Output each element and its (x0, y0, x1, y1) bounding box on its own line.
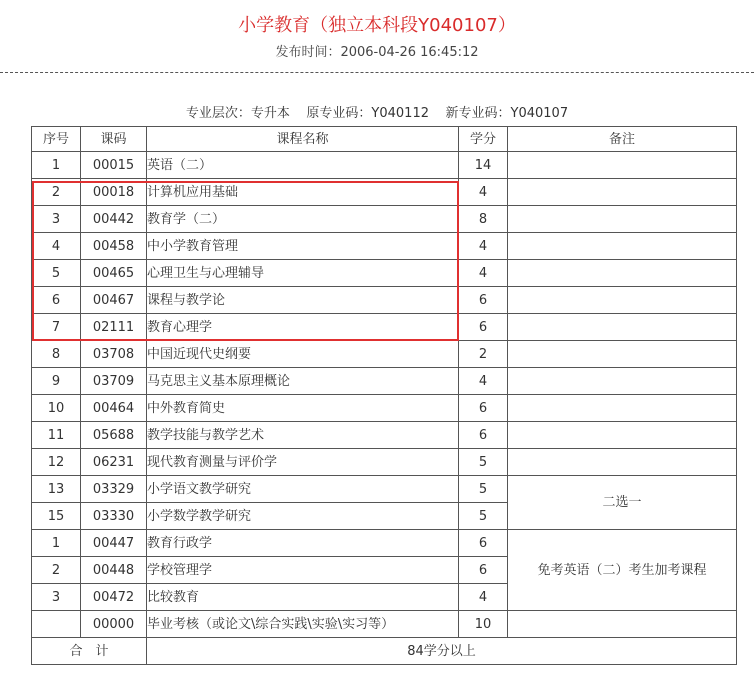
major-meta (0, 105, 754, 123)
row-name: 教育心理学 (147, 314, 459, 341)
row-note (508, 395, 737, 422)
row-no: 6 (32, 287, 81, 314)
row-code: 00472 (81, 584, 147, 611)
row-credit: 8 (459, 206, 508, 233)
old-major-code: 原专业码：Y040112 (306, 106, 429, 121)
note-extra-exam: 免考英语（二）考生加考课程 (508, 530, 737, 611)
row-code: 00015 (81, 152, 147, 179)
header-credit: 学分 (459, 127, 508, 152)
table-row (32, 206, 737, 233)
row-no: 9 (32, 368, 81, 395)
row-note (508, 314, 737, 341)
header-code: 课码 (81, 127, 147, 152)
row-code: 00465 (81, 260, 147, 287)
header-name: 课程名称 (147, 127, 459, 152)
table-row (32, 152, 737, 179)
table-header-row (32, 127, 737, 152)
row-code: 00442 (81, 206, 147, 233)
row-credit: 4 (459, 179, 508, 206)
note-choose-one: 二选一 (508, 476, 737, 530)
row-note (508, 233, 737, 260)
row-note (508, 260, 737, 287)
table-row (32, 476, 737, 503)
row-note (508, 179, 737, 206)
row-name: 计算机应用基础 (147, 179, 459, 206)
table-row (32, 233, 737, 260)
row-credit: 6 (459, 557, 508, 584)
table-row (32, 314, 737, 341)
row-name: 中小学教育管理 (147, 233, 459, 260)
row-no: 3 (32, 584, 81, 611)
table-row (32, 611, 737, 638)
row-note (508, 422, 737, 449)
table-row (32, 260, 737, 287)
row-credit: 6 (459, 422, 508, 449)
row-no: 10 (32, 395, 81, 422)
row-no: 7 (32, 314, 81, 341)
table-row (32, 368, 737, 395)
row-name: 小学数学教学研究 (147, 503, 459, 530)
row-code: 00000 (81, 611, 147, 638)
row-note (508, 449, 737, 476)
row-no: 4 (32, 233, 81, 260)
total-row (32, 638, 737, 665)
course-table (31, 126, 737, 665)
row-note (508, 287, 737, 314)
row-code: 00467 (81, 287, 147, 314)
row-note (508, 611, 737, 638)
table-row (32, 449, 737, 476)
row-credit: 5 (459, 503, 508, 530)
publish-time: 发布时间：2006-04-26 16:45:12 (275, 45, 479, 60)
row-note (508, 341, 737, 368)
row-no: 5 (32, 260, 81, 287)
row-code: 03709 (81, 368, 147, 395)
table-row (32, 287, 737, 314)
row-credit: 6 (459, 287, 508, 314)
table-row (32, 422, 737, 449)
row-no: 8 (32, 341, 81, 368)
row-credit: 4 (459, 584, 508, 611)
row-no: 15 (32, 503, 81, 530)
row-code: 00018 (81, 179, 147, 206)
dashed-divider (0, 72, 754, 73)
row-credit: 4 (459, 368, 508, 395)
row-no: 12 (32, 449, 81, 476)
row-no: 3 (32, 206, 81, 233)
row-code: 03329 (81, 476, 147, 503)
row-credit: 4 (459, 233, 508, 260)
row-code: 00464 (81, 395, 147, 422)
row-credit: 14 (459, 152, 508, 179)
total-label: 合 计 (32, 638, 147, 665)
row-name: 教育行政学 (147, 530, 459, 557)
header-note: 备注 (508, 127, 737, 152)
row-name: 教育学（二） (147, 206, 459, 233)
row-credit: 6 (459, 395, 508, 422)
major-level: 专业层次：专升本 (185, 106, 290, 121)
row-credit: 2 (459, 341, 508, 368)
row-note (508, 152, 737, 179)
row-code: 06231 (81, 449, 147, 476)
new-major-code: 新专业码：Y040107 (445, 106, 569, 121)
row-name: 毕业考核（或论文\综合实践\实验\实习等） (147, 611, 459, 638)
row-no: 1 (32, 530, 81, 557)
row-code: 00447 (81, 530, 147, 557)
row-code: 00448 (81, 557, 147, 584)
row-no: 2 (32, 179, 81, 206)
header-no: 序号 (32, 127, 81, 152)
row-no: 1 (32, 152, 81, 179)
row-no: 2 (32, 557, 81, 584)
row-name: 中国近现代史纲要 (147, 341, 459, 368)
row-no (32, 611, 81, 638)
total-value: 84学分以上 (147, 638, 737, 665)
row-name: 心理卫生与心理辅导 (147, 260, 459, 287)
row-name: 马克思主义基本原理概论 (147, 368, 459, 395)
row-name: 中外教育简史 (147, 395, 459, 422)
row-code: 03708 (81, 341, 147, 368)
row-name: 学校管理学 (147, 557, 459, 584)
row-code: 00458 (81, 233, 147, 260)
row-code: 03330 (81, 503, 147, 530)
table-row (32, 395, 737, 422)
row-credit: 6 (459, 314, 508, 341)
row-name: 现代教育测量与评价学 (147, 449, 459, 476)
row-name: 比较教育 (147, 584, 459, 611)
row-credit: 10 (459, 611, 508, 638)
row-credit: 5 (459, 476, 508, 503)
row-credit: 4 (459, 260, 508, 287)
row-credit: 5 (459, 449, 508, 476)
row-name: 英语（二） (147, 152, 459, 179)
row-code: 05688 (81, 422, 147, 449)
row-credit: 6 (459, 530, 508, 557)
row-name: 课程与教学论 (147, 287, 459, 314)
table-row (32, 179, 737, 206)
row-no: 11 (32, 422, 81, 449)
row-no: 13 (32, 476, 81, 503)
row-code: 02111 (81, 314, 147, 341)
table-row (32, 341, 737, 368)
table-row (32, 530, 737, 557)
page-title: 小学教育（独立本科段Y040107） (238, 15, 516, 36)
row-note (508, 368, 737, 395)
row-name: 教学技能与教学艺术 (147, 422, 459, 449)
row-name: 小学语文教学研究 (147, 476, 459, 503)
row-note (508, 206, 737, 233)
